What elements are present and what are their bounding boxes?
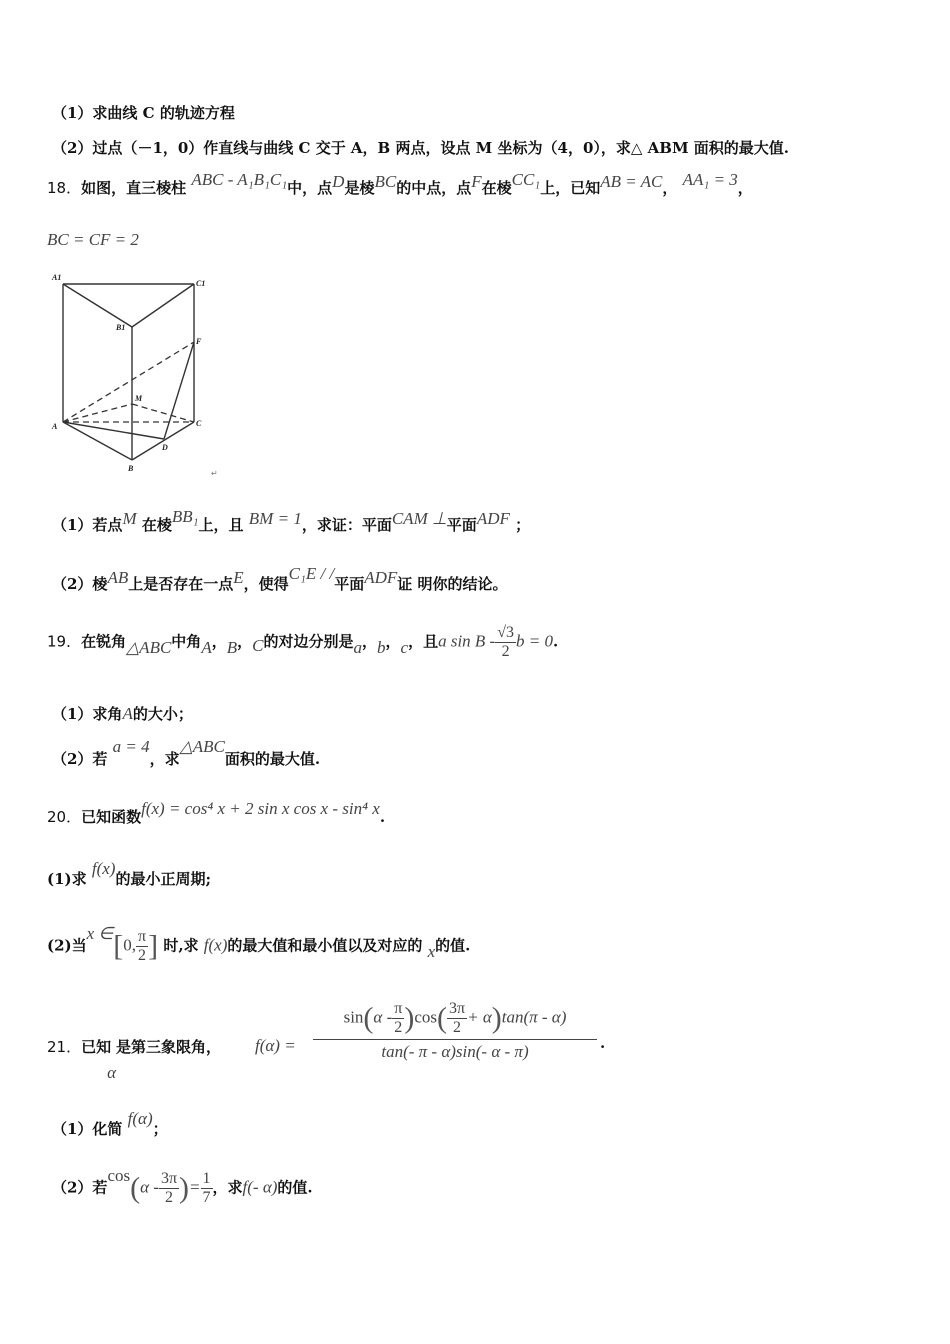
angle-a: A — [201, 637, 212, 657]
q19-part2 — [52, 737, 321, 769]
side-c: c — [400, 637, 409, 657]
f-neg-alpha: f(- α) — [242, 1177, 278, 1197]
denominator: 2 — [453, 1019, 462, 1036]
text: （2）棱 — [52, 575, 108, 593]
edge-bc — [132, 422, 194, 460]
paren-open: ( — [363, 1001, 374, 1035]
q17-part1: （1）求曲线 C 的轨迹方程 — [52, 104, 235, 122]
text: 的值. — [277, 1178, 313, 1197]
function-fx: f(x) — [203, 935, 228, 955]
segment-am-hidden — [63, 404, 132, 422]
text: 在棱 — [141, 516, 172, 534]
text: ； — [152, 1120, 168, 1138]
text: 面积的最大值. — [224, 750, 321, 768]
text: 平面 — [334, 575, 365, 593]
text: （1）若点 — [52, 516, 123, 534]
text: ，使得 — [243, 575, 289, 593]
fraction-denominator: tan(- π - α)sin(- α - π) — [381, 1042, 529, 1061]
text: . — [379, 808, 386, 826]
eq-bc-cf: BC = CF = 2 — [47, 230, 139, 249]
point-m: M — [122, 509, 137, 528]
text: 时,求 — [163, 936, 199, 955]
alpha: α — [107, 1063, 117, 1082]
numerator: 3π — [160, 1170, 178, 1187]
q21-stem — [47, 1002, 222, 1082]
text: 上是否存在一点 — [128, 575, 234, 593]
f-alpha-lhs — [255, 1036, 296, 1056]
eq-aa1: AA₁ = 3 — [682, 170, 738, 189]
function-expr: f(x) = cos⁴ x + 2 sin x cos x - sin⁴ x — [141, 799, 380, 818]
text: （1）求角 — [52, 705, 123, 723]
prism-expr: ABC - A₁B₁C₁ — [191, 170, 288, 189]
point-e: E — [233, 568, 244, 587]
text: ， — [211, 632, 227, 651]
line-c1e: C₁E / / — [288, 564, 335, 583]
segment-af-hidden — [63, 342, 194, 422]
cos: cos — [107, 1165, 131, 1185]
text: （2）若 — [52, 750, 108, 768]
tan-term: tan(π - α) — [501, 1007, 567, 1027]
paren-close: ) — [404, 1001, 415, 1035]
angle-c: C — [252, 635, 264, 655]
paren-open: ( — [437, 1001, 448, 1035]
text: 中角 — [171, 632, 202, 651]
edge-ab: AB — [107, 568, 129, 587]
eq-a4: a = 4 — [112, 737, 150, 756]
edge-bb1: BB₁ — [171, 507, 199, 526]
text: (2)当 — [47, 936, 87, 955]
label-b: B — [128, 464, 134, 473]
text: （2）若 — [52, 1178, 108, 1197]
text: 上，且 — [198, 516, 244, 534]
paragraph-mark: ↵ — [211, 469, 218, 478]
text: 如图，直三棱柱 — [81, 179, 187, 197]
numerator: π — [394, 1000, 403, 1017]
plus-alpha: + α — [467, 1007, 492, 1027]
label-d: D — [162, 443, 168, 452]
denominator: 2 — [138, 947, 147, 964]
text: ， — [237, 632, 253, 651]
text: 已知 — [81, 1038, 112, 1056]
denominator: 2 — [394, 1019, 403, 1036]
text: ，求 — [149, 750, 180, 768]
paren-close: ) — [179, 1171, 190, 1205]
equals: = — [189, 1177, 201, 1197]
paren-open: ( — [130, 1171, 141, 1205]
text: ，且 — [408, 632, 439, 651]
text: 是第三象限角， — [116, 1038, 222, 1056]
edge-cc1: CC₁ — [511, 170, 541, 189]
label-b1: B1 — [116, 323, 126, 332]
label-c1: C1 — [196, 279, 206, 288]
text: ； — [515, 516, 531, 534]
q21-part2 — [52, 1165, 313, 1207]
text: 平面 — [446, 516, 477, 534]
equation-left: a sin B - — [438, 631, 496, 651]
q20-part2 — [47, 923, 471, 965]
text: . — [552, 632, 559, 651]
q18-stem — [47, 170, 753, 198]
question-number: 21． — [47, 1038, 82, 1056]
question-number: 19． — [47, 632, 82, 651]
text: ， — [361, 632, 377, 651]
domain-x: x ∈ — [86, 923, 114, 943]
q17-part2: （2）过点（－1，0）作直线与曲线 C 交于 A，B 两点，设点 M 坐标为（4，0），求△ ABM 面积的最大值. — [52, 139, 790, 157]
fraction-pi-2 — [136, 928, 148, 965]
q21-end: . — [600, 1034, 606, 1052]
eq-ab-ac: AB = AC — [600, 172, 663, 191]
numerator: π — [138, 928, 147, 945]
fraction-pi-2 — [392, 1000, 404, 1037]
cos: cos — [414, 1007, 438, 1027]
text: 上，已知 — [540, 179, 601, 197]
main-fraction — [313, 1000, 597, 1062]
text: ，求证：平面 — [301, 516, 392, 534]
eq-bm: BM = 1 — [248, 509, 302, 528]
point-f: F — [471, 172, 482, 191]
text: 的最大值和最小值以及对应的 — [227, 936, 423, 955]
text: ， — [662, 179, 678, 197]
fraction-1-7 — [201, 1170, 213, 1207]
side-a: a — [353, 637, 362, 657]
denominator: 7 — [202, 1189, 211, 1206]
label-m: M — [135, 394, 143, 403]
plane-adf-2: ADF — [364, 568, 398, 587]
paren-close: ) — [491, 1001, 502, 1035]
text: 证 明你的结论。 — [397, 575, 508, 593]
text: 在锐角 — [81, 632, 127, 651]
domain-zero: 0, — [123, 935, 136, 955]
label-f: F — [196, 337, 202, 346]
fraction-numerator — [313, 1000, 597, 1040]
plane-adf: ADF — [476, 509, 510, 528]
text: 已知函数 — [81, 808, 142, 826]
q18-part1 — [52, 507, 531, 535]
text: 在棱 — [481, 179, 512, 197]
text: （1）化简 — [52, 1120, 123, 1138]
alpha-minus: α - — [140, 1177, 159, 1197]
variable-x: x — [427, 941, 436, 961]
q18-part2 — [52, 564, 508, 594]
question-number: 18． — [47, 179, 82, 197]
triangle-abc: △ABC — [126, 637, 172, 657]
fraction-3pi-2 — [159, 1170, 179, 1207]
text: 的最小正周期; — [115, 870, 212, 888]
numerator: 3π — [449, 1000, 466, 1017]
question-number: 20． — [47, 808, 82, 826]
text: (1)求 — [47, 870, 87, 888]
q20-part1 — [47, 859, 212, 889]
fraction-3pi-2 — [447, 1000, 467, 1037]
triangle-abc: △ABC — [179, 737, 225, 756]
side-b: b — [377, 637, 386, 657]
prism-diagram — [44, 270, 234, 482]
q19-part1 — [52, 703, 193, 724]
sin: sin — [343, 1007, 364, 1027]
numerator: 1 — [202, 1170, 211, 1187]
text: 是棱 — [344, 179, 375, 197]
text: 的大小； — [132, 705, 193, 723]
text: ， — [737, 179, 753, 197]
numerator: √3 — [497, 624, 514, 641]
text: ， — [385, 632, 401, 651]
f-alpha: f(α) — [127, 1109, 153, 1128]
label-a: A — [52, 422, 58, 431]
label-c: C — [196, 419, 202, 428]
edge-bc: BC — [374, 172, 397, 191]
text: 的对边分别是 — [263, 632, 354, 651]
equation-right: b = 0 — [516, 631, 553, 651]
q19-stem — [47, 624, 558, 661]
q18-given — [47, 230, 139, 250]
text: 的值. — [435, 936, 471, 955]
edge-b1c1 — [132, 284, 194, 327]
fraction-sqrt3-2 — [495, 624, 516, 661]
text: ，求 — [212, 1178, 243, 1197]
q21-part1 — [52, 1109, 168, 1139]
alpha-minus: α - — [373, 1007, 393, 1027]
denominator: 2 — [501, 643, 510, 660]
f-alpha: f(α) = — [255, 1036, 296, 1055]
segment-mc-hidden — [132, 404, 194, 422]
angle-b: B — [226, 637, 238, 657]
plane-cam: CAM ⊥ — [391, 509, 447, 528]
point-d: D — [332, 172, 345, 191]
edge-a1b1 — [63, 284, 132, 327]
text: 的中点，点 — [396, 179, 472, 197]
denominator: 2 — [164, 1189, 173, 1206]
prism-figure — [44, 270, 234, 482]
function-fx: f(x) — [91, 859, 116, 878]
text: 中，点 — [287, 179, 333, 197]
bracket-open: [ — [113, 929, 124, 963]
angle-a: A — [122, 704, 133, 723]
label-a1: A1 — [52, 273, 62, 282]
q20-stem — [47, 799, 386, 827]
bracket-close: ] — [148, 929, 159, 963]
